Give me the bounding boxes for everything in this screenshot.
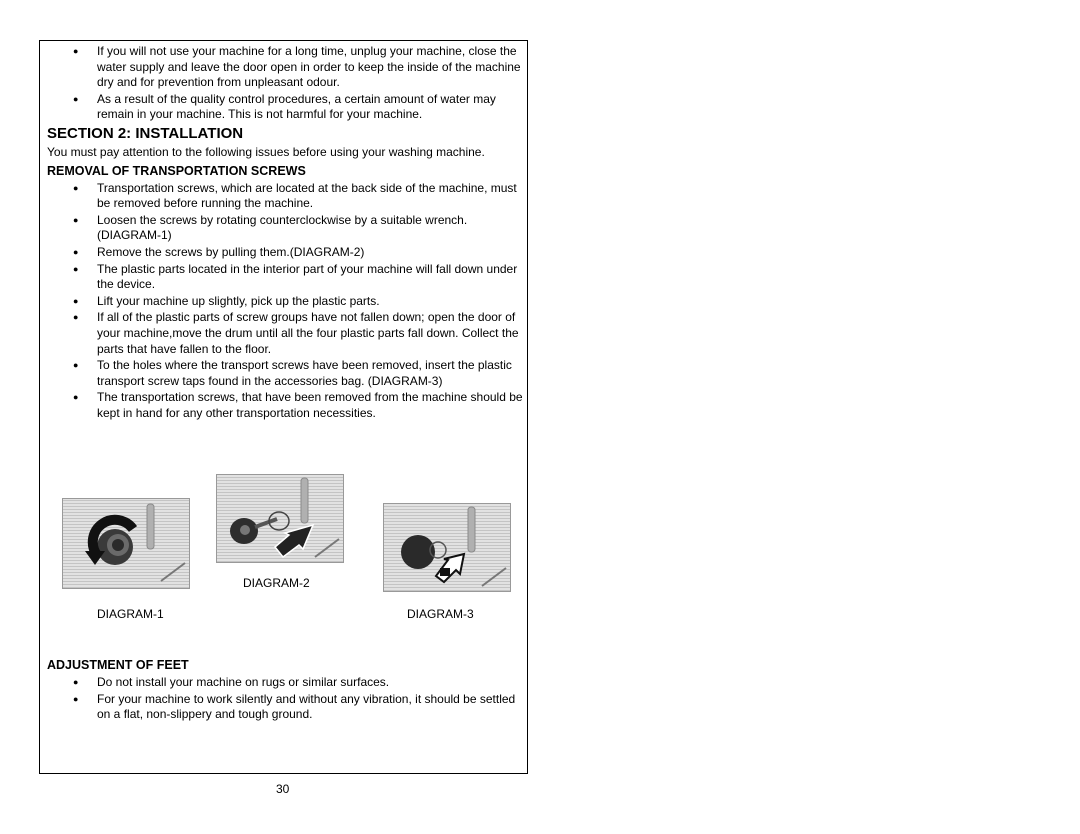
section-intro: You must pay attention to the following issues before using your washing machine. <box>47 144 485 159</box>
wrench-rotate-icon <box>63 499 189 588</box>
feet-section <box>47 655 525 724</box>
section-title: SECTION 2: INSTALLATION <box>47 124 244 142</box>
list-item: ● As a result of the quality control procedures, a certain amount of water may remain in your machine. This is not harmful for your machine. <box>47 92 525 123</box>
feet-bullet-list <box>47 675 525 723</box>
list-item: ● Loosen the screws by rotating counterclockwise by a suitable wrench. (DIAGRAM-1) <box>47 213 525 244</box>
top-bullet-list <box>47 44 525 123</box>
list-item: ● The plastic parts located in the interior part of your machine will fall down under the device. <box>47 262 525 293</box>
diagram-3-caption: DIAGRAM-3 <box>407 607 474 621</box>
insert-tap-icon <box>384 504 510 591</box>
diagram-1-caption: DIAGRAM-1 <box>97 607 164 621</box>
list-item: ● If you will not use your machine for a long time, unplug your machine, close the water supply and leave the door open in order to keep the inside of the machine dry and for prevention from unpleasant odour. <box>47 44 525 91</box>
list-item: ● To the holes where the transport screws have been removed, insert the plastic transport screw taps found in the accessories bag. (DIAGRAM-3) <box>47 358 525 389</box>
list-item: ● Lift your machine up slightly, pick up the plastic parts. <box>47 294 525 310</box>
diagram-2-image <box>216 474 344 563</box>
list-item: ● If all of the plastic parts of screw groups have not fallen down; open the door of your machine,move the drum until all the four plastic parts fall down. Collect the parts that have fallen to the floor. <box>47 310 525 357</box>
list-item: ● Do not install your machine on rugs or similar surfaces. <box>47 675 525 691</box>
removal-heading: REMOVAL OF TRANSPORTATION SCREWS <box>47 163 306 178</box>
list-item: ● The transportation screws, that have been removed from the machine should be kept in hand for any other transportation necessities. <box>47 390 525 421</box>
pull-screw-icon <box>217 475 343 562</box>
removal-bullet-list <box>47 181 525 422</box>
diagram-3-image <box>383 503 511 592</box>
feet-heading: ADJUSTMENT OF FEET <box>47 658 189 672</box>
main-content <box>47 44 525 422</box>
list-item: ● Transportation screws, which are located at the back side of the machine, must be removed before running the machine. <box>47 181 525 212</box>
list-item: ● Remove the screws by pulling them.(DIAGRAM-2) <box>47 245 525 261</box>
list-item: ● For your machine to work silently and without any vibration, it should be settled on a flat, non-slippery and tough ground. <box>47 692 525 723</box>
diagram-2-caption: DIAGRAM-2 <box>243 576 310 590</box>
page-number: 30 <box>276 782 290 796</box>
diagram-1-image <box>62 498 190 589</box>
